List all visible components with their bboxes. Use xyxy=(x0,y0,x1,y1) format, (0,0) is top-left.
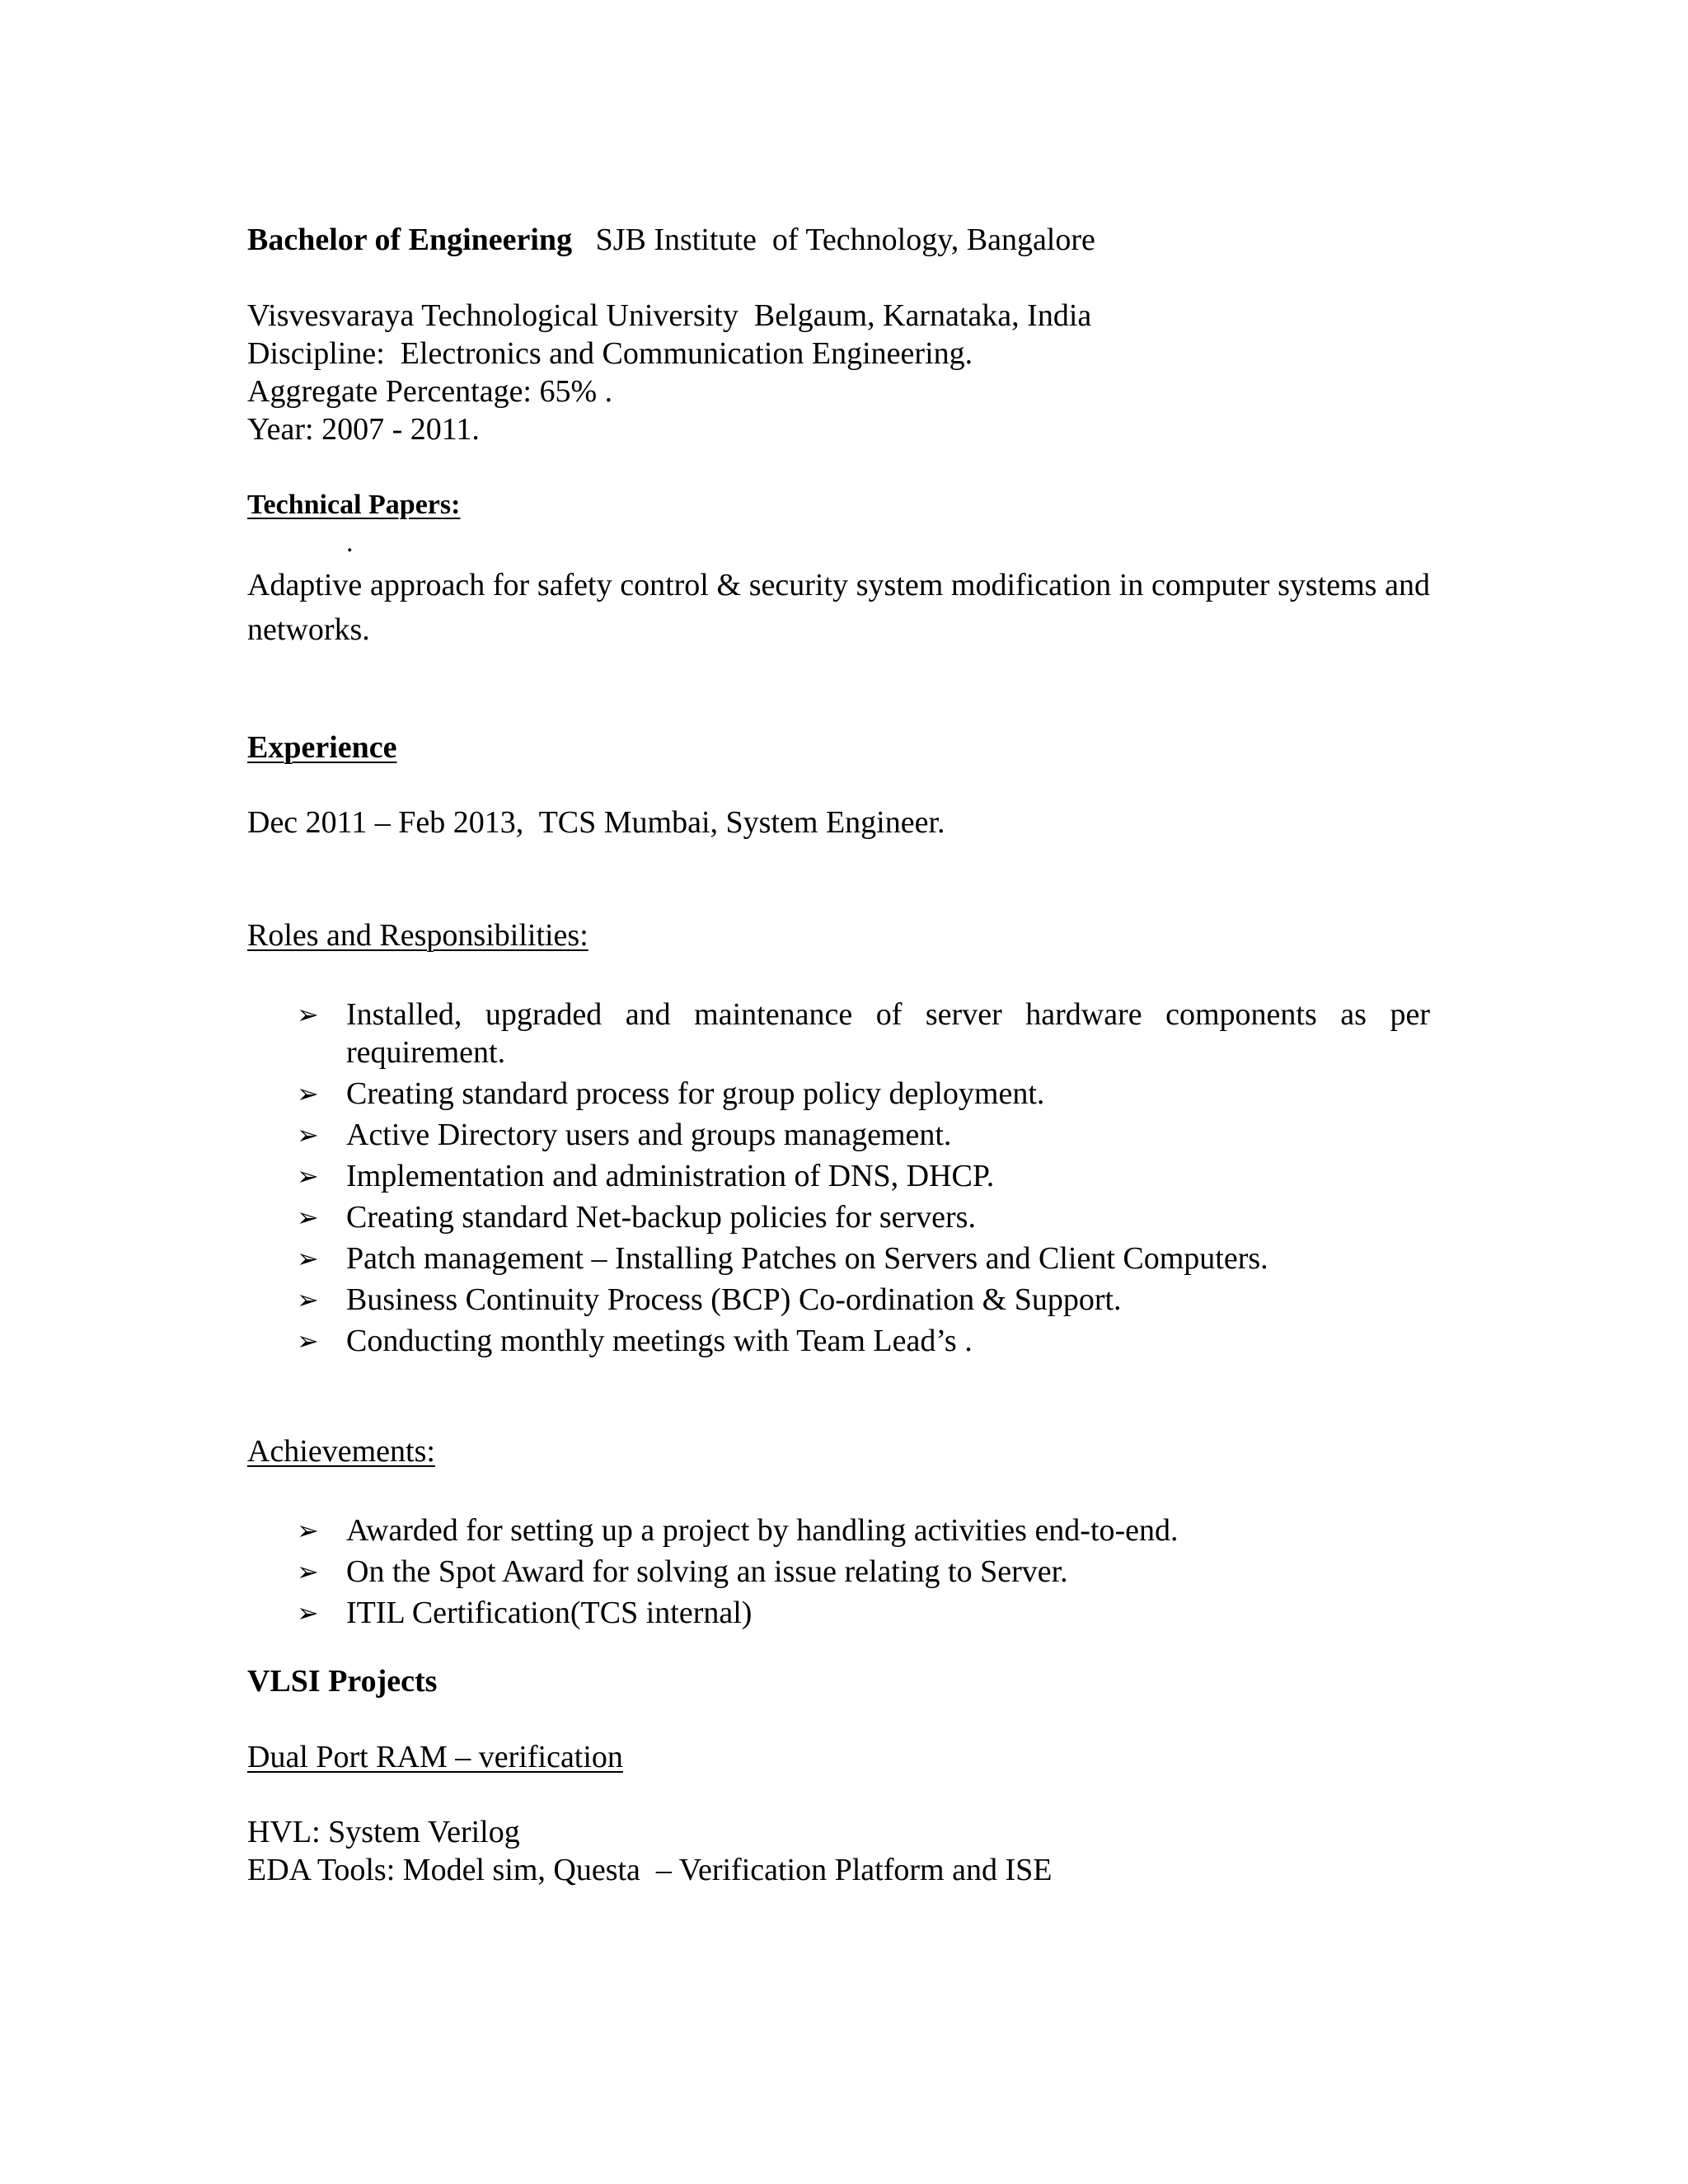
job-line: Dec 2011 – Feb 2013, TCS Mumbai, System Engineer. xyxy=(247,805,945,840)
hvl-line: HVL: System Verilog xyxy=(247,1815,520,1849)
arrow-bullet-icon: ➢ xyxy=(297,1202,319,1233)
roles-list xyxy=(297,996,1430,1363)
technical-paper-text: Adaptive approach for safety control & security system modification in computer systems and networks. xyxy=(247,568,1430,647)
list-item: ➢ Patch management – Installing Patches on Servers and Client Computers. xyxy=(297,1241,1268,1276)
arrow-bullet-icon: ➢ xyxy=(297,999,319,1030)
achievements-heading: Achievements: xyxy=(247,1434,435,1469)
list-item: ➢ Awarded for setting up a project by handling activities end-to-end. xyxy=(297,1513,1179,1548)
degree-label: Bachelor of Engineering xyxy=(247,223,573,257)
year-line: Year: 2007 - 2011. xyxy=(247,412,480,447)
vlsi-project-title: Dual Port RAM – verification xyxy=(247,1740,623,1774)
vlsi-heading: VLSI Projects xyxy=(247,1664,438,1699)
arrow-bullet-icon: ➢ xyxy=(297,1243,319,1274)
list-item: ➢ Conducting monthly meetings with Team Lead’s . xyxy=(297,1324,973,1358)
arrow-bullet-icon: ➢ xyxy=(297,1160,319,1192)
technical-papers-dot: . xyxy=(346,527,354,558)
arrow-bullet-icon: ➢ xyxy=(297,1515,319,1546)
list-item: ➢ ITIL Certification(TCS internal) xyxy=(297,1596,753,1630)
institute-name: SJB Institute of Technology, Bangalore xyxy=(595,223,1095,257)
roles-heading: Roles and Responsibilities: xyxy=(247,918,588,953)
list-item: ➢ Creating standard process for group policy deployment. xyxy=(297,1076,1045,1111)
list-item: ➢ Active Directory users and groups management. xyxy=(297,1118,952,1152)
list-item: ➢ Installed, upgraded and maintenance of server hardware components as per requirement. xyxy=(297,997,1430,1070)
education-degree-line xyxy=(247,221,1095,259)
arrow-bullet-icon: ➢ xyxy=(297,1556,319,1587)
list-item: ➢ Implementation and administration of DNS, DHCP. xyxy=(297,1159,995,1193)
arrow-bullet-icon: ➢ xyxy=(297,1119,319,1151)
arrow-bullet-icon: ➢ xyxy=(297,1325,319,1357)
list-item: ➢ Business Continuity Process (BCP) Co-ordination & Support. xyxy=(297,1282,1122,1317)
experience-heading: Experience xyxy=(247,730,397,765)
discipline-line: Discipline: Electronics and Communication Engineering. xyxy=(247,336,973,371)
list-item: ➢ On the Spot Award for solving an issue relating to Server. xyxy=(297,1554,1068,1589)
arrow-bullet-icon: ➢ xyxy=(297,1284,319,1315)
list-item: ➢ Creating standard Net-backup policies for servers. xyxy=(297,1200,976,1235)
achievements-list xyxy=(297,1511,1430,1635)
university-line: Visvesvaraya Technological University Belgaum, Karnataka, India xyxy=(247,298,1092,333)
arrow-bullet-icon: ➢ xyxy=(297,1078,319,1109)
aggregate-line: Aggregate Percentage: 65% . xyxy=(247,374,613,409)
eda-line: EDA Tools: Model sim, Questa – Verification Platform and ISE xyxy=(247,1853,1053,1887)
technical-papers-heading: Technical Papers: xyxy=(247,490,461,520)
arrow-bullet-icon: ➢ xyxy=(297,1597,319,1629)
